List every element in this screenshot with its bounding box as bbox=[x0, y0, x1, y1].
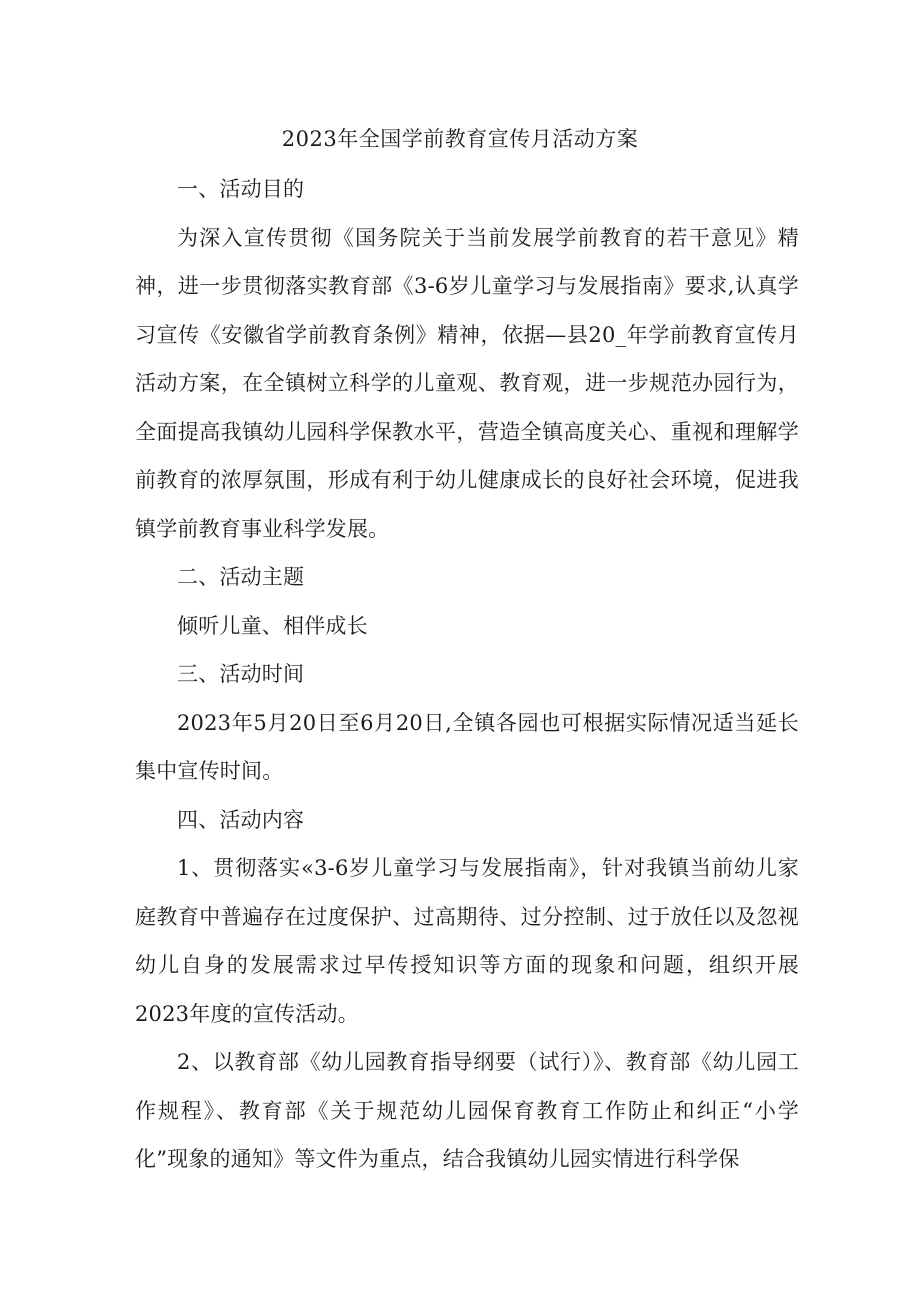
paragraph-content-2: 2、以教育部《幼儿园教育指导纲要（试行）》、教育部《幼儿园工作规程》、教育部《关于规范幼儿园保育教育工作防止和纠正“小学化”现象的通知》等文件为重点，结合我镇幼儿园实情进行科学保 bbox=[135, 1050, 799, 1171]
document-body bbox=[135, 165, 799, 1184]
section-heading-content: 四、活动内容 bbox=[177, 807, 305, 832]
section-heading-purpose: 一、活动目的 bbox=[177, 177, 305, 201]
paragraph-purpose: 为深入宣传贯彻《国务院关于当前发展学前教育的若干意见》精神，进一步贯彻落实教育部《3-6岁儿童学习与发展指南》要求,认真学习宣传《安徽省学前教育条例》精神，依据—县20_年学前教育宣传月活动方案，在全镇树立科学的儿童观、教育观，进一步规范办园行为，全面提高我镇幼儿园科学保教水平，营造全镇高度关心、重视和理解学前教育的浓厚氛围，形成有利于幼儿健康成长的良好社会环境，促进我镇学前教育事业科学发展。 bbox=[135, 225, 799, 541]
section-heading-theme: 二、活动主题 bbox=[177, 565, 305, 589]
section-heading-time: 三、活动时间 bbox=[177, 662, 305, 686]
paragraph-content-1: 1、贯彻落实«3-6岁儿童学习与发展指南》，针对我镇当前幼儿家庭教育中普遍存在过度保护、过高期待、过分控制、过于放任以及忽视幼儿自身的发展需求过早传授知识等方面的现象和问题，组织开展2023年度的宣传活动。 bbox=[135, 856, 799, 1026]
paragraph-time: 2023年5月20日至6月20日,全镇各园也可根据实际情况适当延长集中宣传时间。 bbox=[135, 710, 799, 783]
document-title: 2023年全国学前教育宣传月活动方案 bbox=[281, 127, 639, 151]
paragraph-theme: 倾听儿童、相伴成长 bbox=[177, 613, 368, 638]
